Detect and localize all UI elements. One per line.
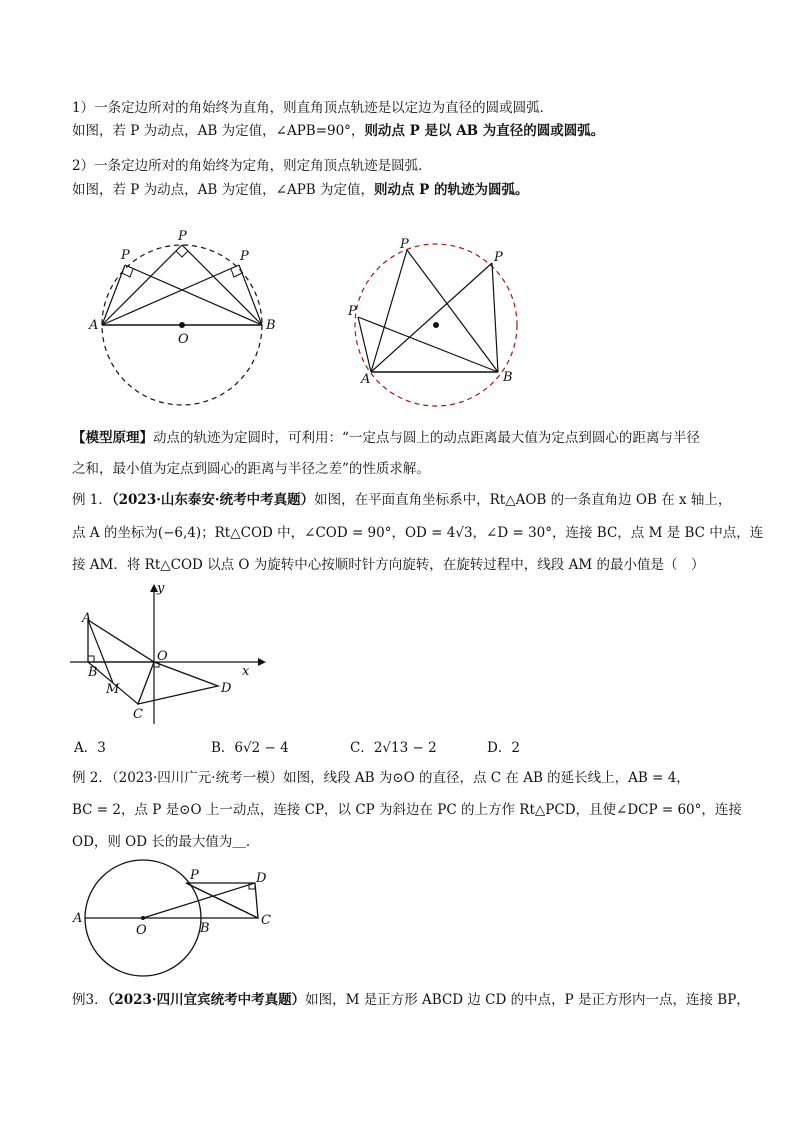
figure-coordinate-system (70, 580, 270, 725)
ex1-line-2: 点 A 的坐标为(−6,4)；Rt△COD 中，∠COD = 90°，OD = 4√3，∠D = 30°，连接 BC，点 M 是 BC 中点，连 (72, 525, 764, 541)
ex1-line-1 (72, 490, 731, 510)
model-line-1 (72, 428, 700, 448)
label-p-left: P (121, 248, 130, 263)
label-d: D (221, 681, 232, 696)
triangle-cod (138, 662, 218, 704)
ex3-line-1 (72, 990, 750, 1010)
ex3-label: 例3． (72, 992, 108, 1008)
label-y: y (157, 581, 165, 596)
model-tag: 【模型原理】 (72, 430, 153, 446)
center-dot (179, 322, 185, 328)
label-c: C (133, 707, 143, 722)
label-p: P (190, 868, 199, 883)
label-b: B (200, 921, 210, 936)
option-a: A．3 (74, 740, 106, 756)
figure-fixed-angle-circle (345, 235, 525, 395)
label-p-left: P (348, 304, 357, 319)
label-p-top: P (178, 229, 187, 244)
text-line-2-bold: 则动点 P 是以 AB 为直径的圆或圆弧。 (364, 123, 605, 139)
label-x: x (242, 664, 250, 679)
label-p-top: P (400, 237, 409, 252)
label-d: D (256, 871, 267, 886)
ex3-line-1-text: 如图，M 是正方形 ABCD 边 CD 的中点，P 是正方形内一点，连接 BP， (305, 992, 750, 1008)
ex2-line-3: OD，则 OD 长的最大值为＿. (72, 834, 251, 850)
text-line-3: 2）一条定边所对的角始终为定角，则定角顶点轨迹是圆弧． (72, 158, 432, 174)
segment-od (143, 883, 255, 918)
label-o: O (136, 923, 147, 938)
ex3-source: （2023·四川宜宾统考中考真题） (107, 992, 306, 1008)
label-m: M (106, 682, 120, 697)
ex2-line-2: BC = 2，点 P 是⊙O 上一动点，连接 CP，以 CP 为斜边在 PC 的上方作 Rt△PCD，且使∠DCP = 60°，连接 (72, 802, 742, 818)
label-o: O (157, 649, 168, 664)
model-line-2: 之和，最小值为定点到圆心的距离与半径之差”的性质求解。 (72, 461, 430, 477)
figure-right-angle-circle (85, 225, 285, 405)
label-a: A (89, 318, 99, 333)
text-line-4-normal: 如图，若 P 为动点，AB 为定值，∠APB 为定值， (72, 182, 374, 198)
text-line-2-normal: 如图，若 P 为动点，AB 为定值，∠APB=90°， (72, 123, 365, 139)
label-o: O (178, 332, 189, 347)
label-b: B (88, 665, 98, 680)
triangle-aob (88, 620, 154, 662)
ex1-source: （2023·山东泰安·统考中考真题） (111, 492, 315, 508)
ex1-line-3: 接 AM．将 Rt△COD 以点 O 为旋转中心按顺时针方向旋转，在旋转过程中，线段 AM 的最小值是（ ） (72, 557, 705, 573)
label-b: B (503, 370, 513, 385)
text-line-1: 1）一条定边所对的角始终为直角，则直角顶点轨迹是以定边为直径的圆或圆弧． (72, 100, 554, 116)
label-p-right: P (494, 250, 503, 265)
text-line-4-bold: 则动点 P 的轨迹为圆弧。 (373, 182, 529, 198)
label-a: A (73, 911, 83, 926)
text-line-2 (72, 121, 604, 141)
model-text-1: 动点的轨迹为定圆时，可利用：“一定点与圆上的动点距离最大值为定点到圆心的距离与半径 (153, 430, 700, 446)
label-p-right: P (240, 249, 249, 264)
label-a: A (82, 611, 92, 626)
option-b: B．6√2 − 4 (211, 740, 289, 756)
center-dot (433, 322, 439, 328)
label-a: A (361, 372, 371, 387)
figure-circle-triangle (70, 858, 280, 988)
option-d: D．2 (487, 740, 520, 756)
text-line-4 (72, 180, 529, 200)
ex1-label: 例 1． (72, 492, 112, 508)
label-c: C (261, 913, 271, 928)
label-b: B (266, 318, 276, 333)
option-c: C．2√13 − 2 (350, 740, 437, 756)
ex1-line-1-text: 如图，在平面直角坐标系中，Rt△AOB 的一条直角边 OB 在 x 轴上， (314, 492, 732, 508)
ex2-line-1: 例 2．（2023·四川广元·统考一模）如图，线段 AB 为⊙O 的直径，点 C 在 AB 的延长线上，AB = 4， (72, 770, 690, 786)
